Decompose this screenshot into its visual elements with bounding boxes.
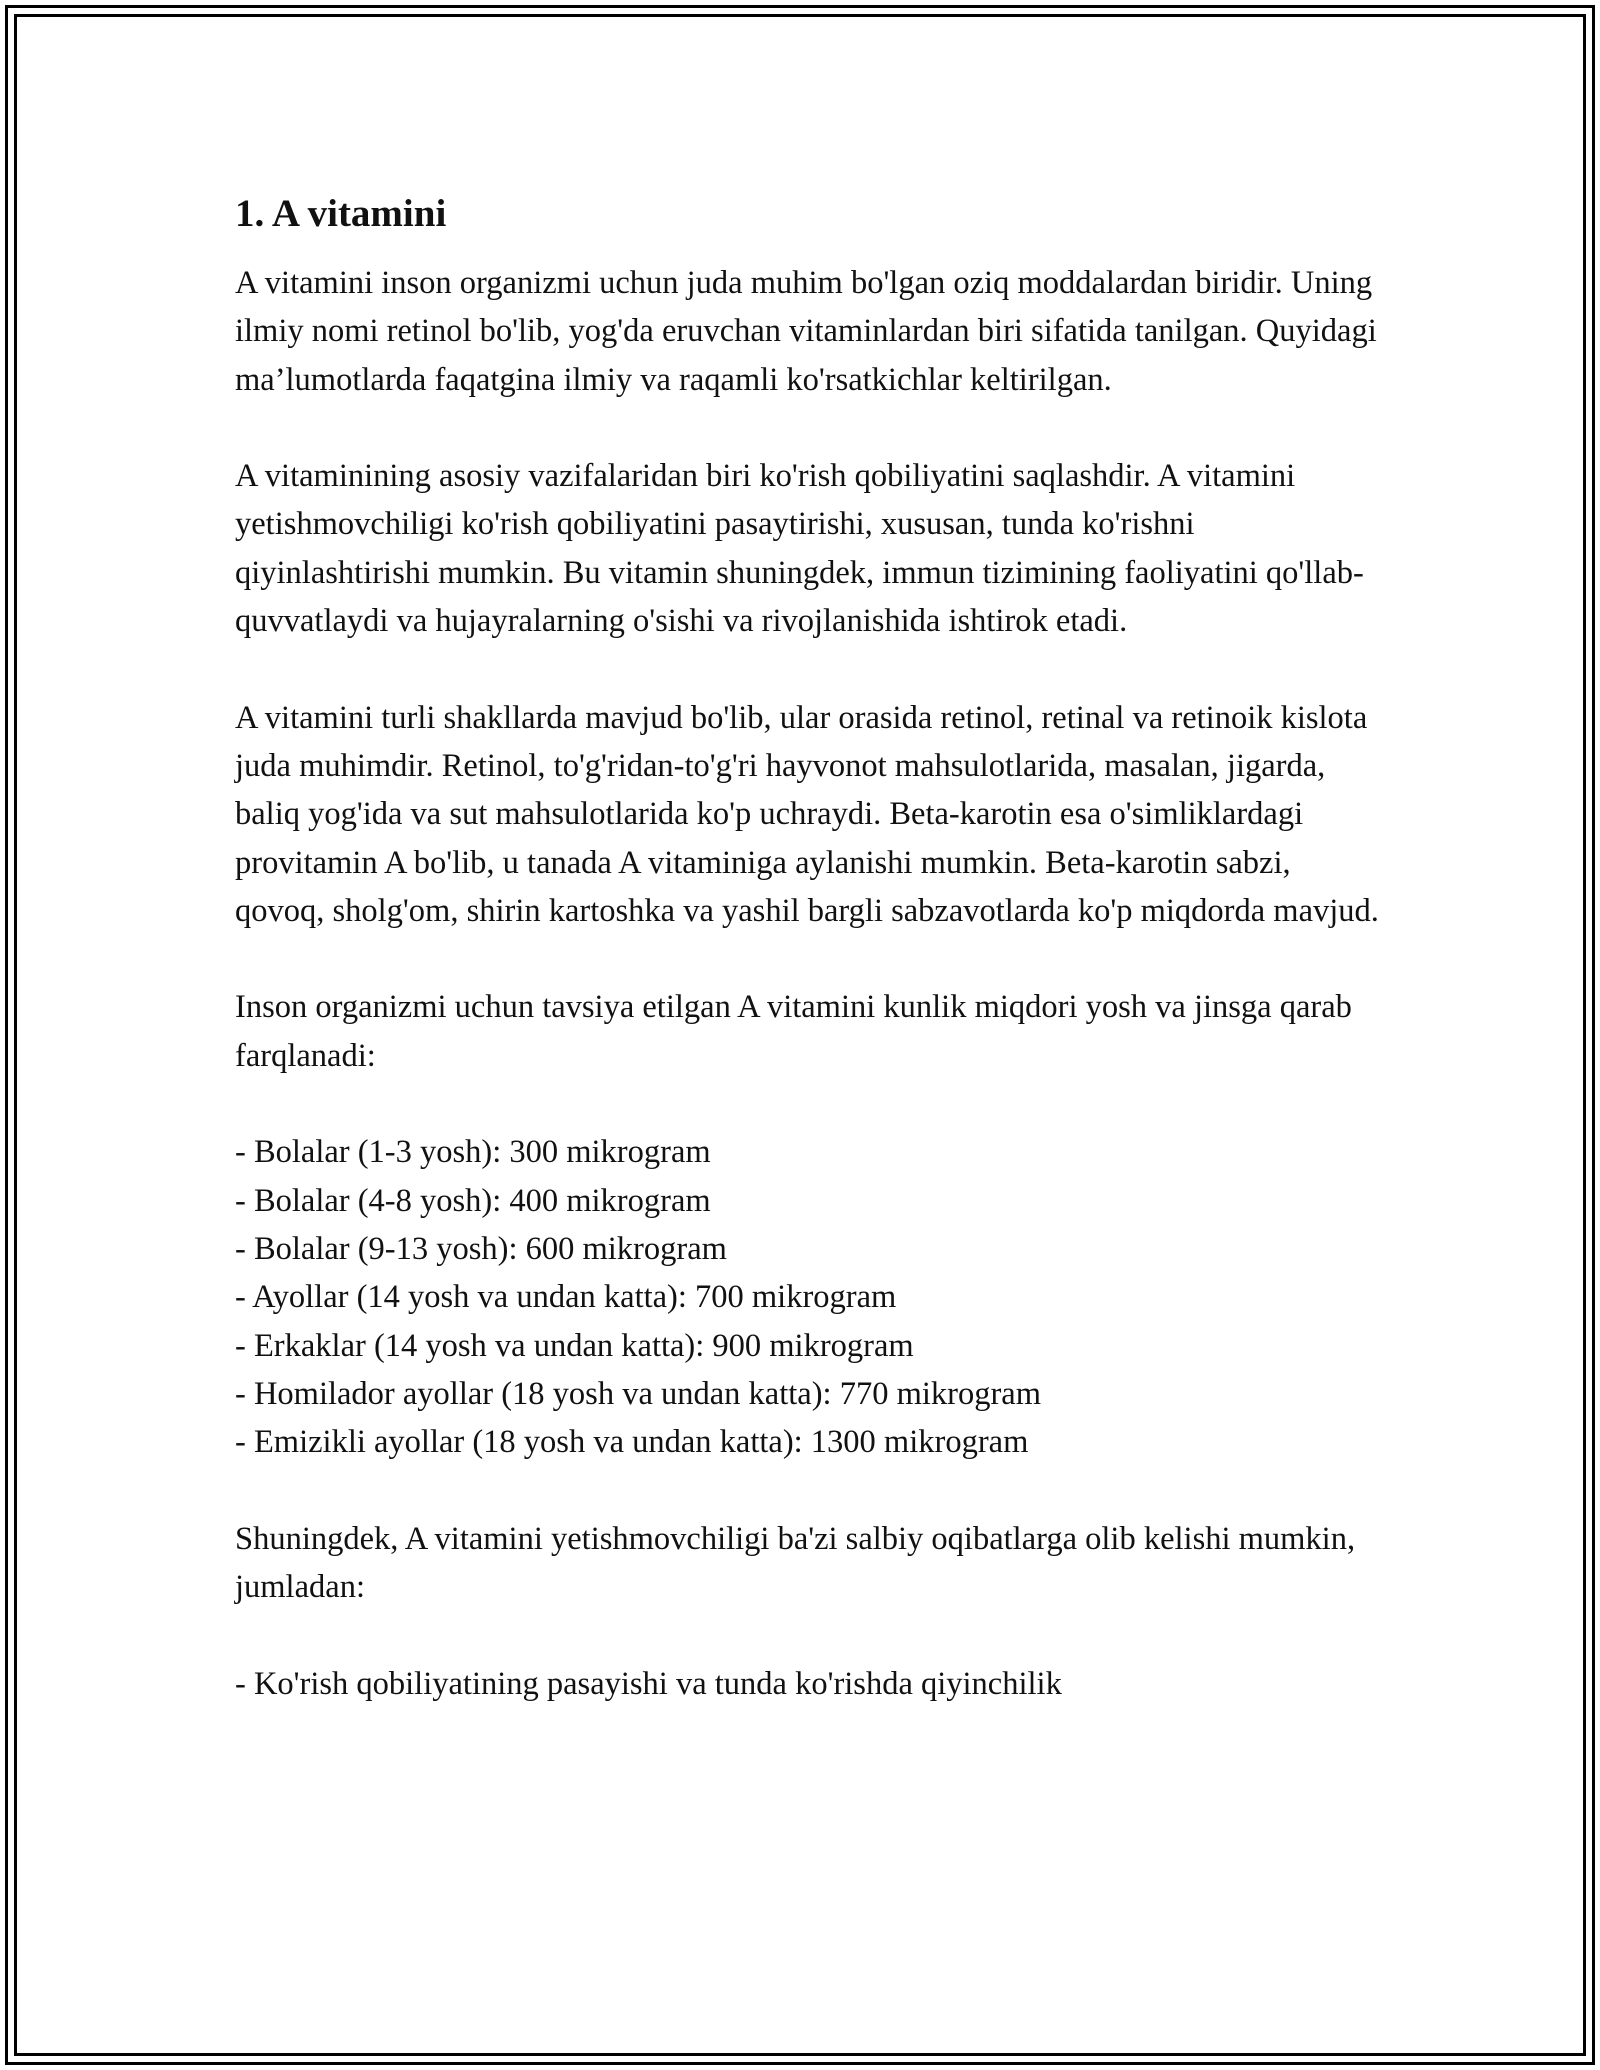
list-item: - Bolalar (1-3 yosh): 300 mikrogram [235,1134,711,1171]
list-item: - Bolalar (4-8 yosh): 400 mikrogram [235,1182,711,1219]
paragraph-daily-intake: Inson organizmi uchun tavsiya etilgan A vitamini kunlik miqdori yosh va jinsga qarab farqlanadi: [235,989,1352,1074]
section-heading: 1. A vitamini [235,192,447,235]
daily-intake-list [235,1128,1385,1466]
paragraph-deficiency: Shuningdek, A vitamini yetishmovchiligi ba'zi salbiy oqibatlarga olib kelishi mumkin, jumladan: [235,1520,1356,1606]
deficiency-list [235,1660,1385,1708]
list-item: - Ko'rish qobiliyatining pasayishi va tunda ko'rishda qiyinchilik [235,1665,1062,1702]
list-item: - Erkaklar (14 yosh va undan katta): 900 mikrogram [235,1327,914,1364]
paragraph-functions: A vitaminining asosiy vazifalaridan biri ko'rish qobiliyatini saqlashdir. A vitamini yetishmovchiligi ko'rish qobiliyatini pasaytirishi, xususan, tunda ko'rishni qiyinlashtirishi mumkin. Bu vitamin shuningdek, immun tizimining faoliyatini qo'llab-quvvatlaydi va hujayralarning o'sishi va rivojlanishida ishtirok etadi. [235,458,1364,640]
list-item: - Ayollar (14 yosh va undan katta): 700 mikrogram [235,1279,897,1316]
paragraph-forms: A vitamini turli shakllarda mavjud bo'lib, ular orasida retinol, retinal va retinoik kislota juda muhimdir. Retinol, to'g'ridan-to'g'ri hayvonot mahsulotlarida, masalan, jigarda, baliq yog'ida va sut mahsulotlarida ko'p uchraydi. Beta-karotin esa o'simliklardagi provitamin A bo'lib, u tanada A vitaminiga aylanishi mumkin. Beta-karotin sabzi, qovoq, sholg'om, shirin kartoshka va yashil bargli sabzavotlarda ko'p miqdorda mavjud. [235,699,1379,929]
list-item: - Emizikli ayollar (18 yosh va undan katta): 1300 mikrogram [235,1424,1029,1461]
document-body [235,183,1385,1756]
list-item: - Bolalar (9-13 yosh): 600 mikrogram [235,1230,727,1267]
paragraph-intro: A vitamini inson organizmi uchun juda muhim bo'lgan oziq moddalardan biridir. Uning ilmiy nomi retinol bo'lib, yog'da eruvchan vitaminlardan biri sifatida tanilgan. Quyidagi ma’lumotlarda faqatgina ilmiy va raqamli ko'rsatkichlar keltirilgan. [235,265,1377,398]
list-item: - Homilador ayollar (18 yosh va undan katta): 770 mikrogram [235,1375,1041,1412]
